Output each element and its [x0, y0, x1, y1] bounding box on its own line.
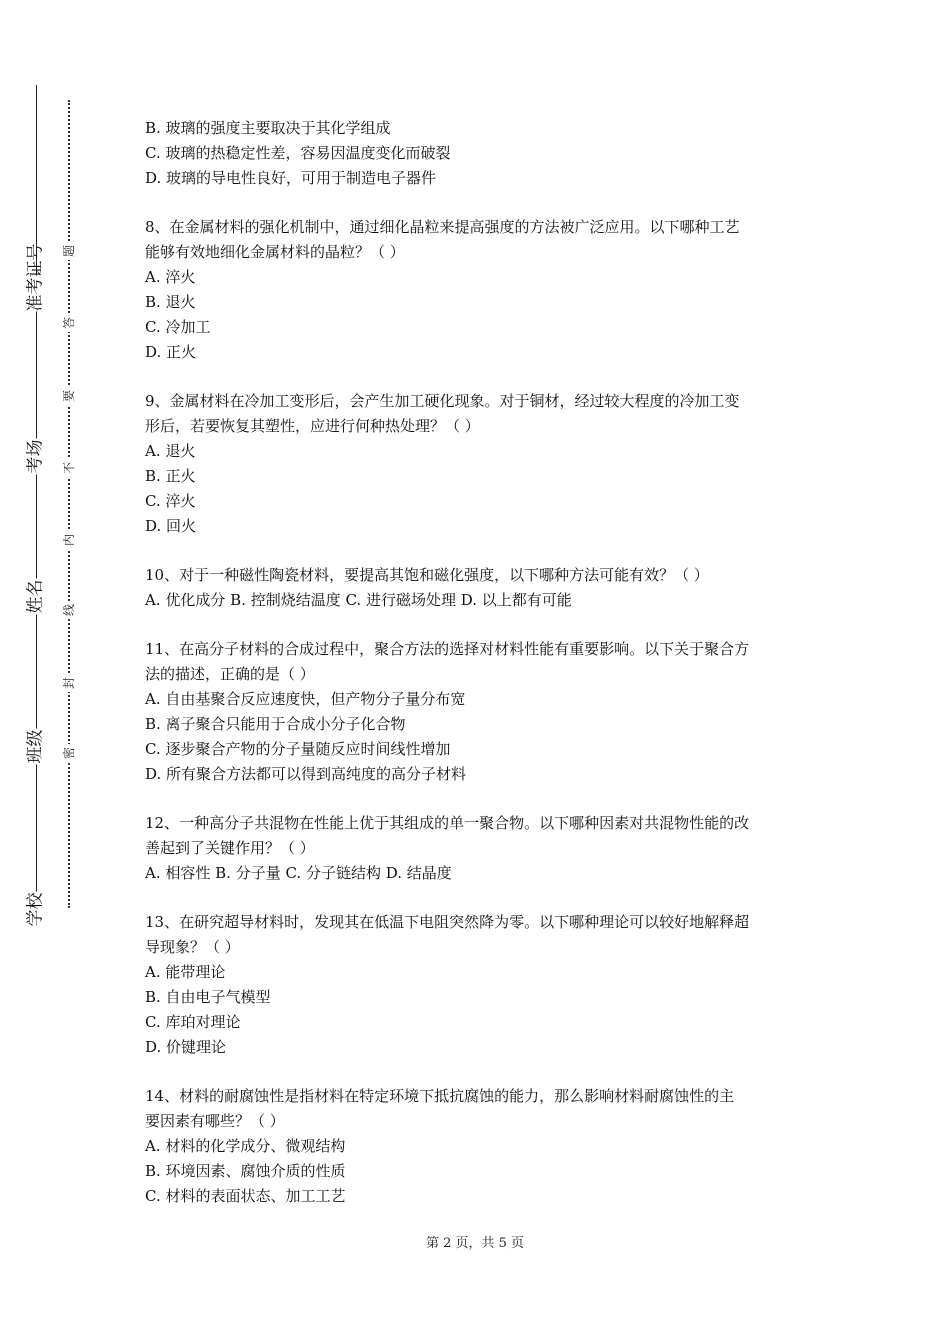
seal-char: 答: [61, 314, 77, 332]
question-text: 导现象？（ ）: [145, 938, 240, 956]
seal-char: 密: [61, 744, 77, 762]
question-text: 14、材料的耐腐蚀性是指材料在特定环境下抵抗腐蚀的能力，那么影响材料耐腐蚀性的主: [145, 1087, 735, 1105]
option-item: D. 正火: [145, 343, 197, 361]
question-13: [145, 910, 815, 1060]
option-item: A. 材料的化学成分、微观结构: [145, 1137, 346, 1155]
question-text: 能够有效地细化金属材料的晶粒？（ ）: [145, 243, 405, 261]
question-11: [145, 637, 815, 787]
question-text: 法的描述，正确的是（ ）: [145, 665, 315, 683]
option-item: C. 玻璃的热稳定性差，容易因温度变化而破裂: [145, 144, 451, 162]
option-item: C. 材料的表面状态、加工工艺: [145, 1187, 346, 1205]
option-item: A. 能带理论: [145, 963, 226, 981]
question-text: 善起到了关键作用？（ ）: [145, 839, 315, 857]
option-item: D. 玻璃的导电性良好，可用于制造电子器件: [145, 169, 437, 187]
option-item: B. 正火: [145, 467, 196, 485]
option-item: D. 所有聚合方法都可以得到高纯度的高分子材料: [145, 765, 467, 783]
question-7-remaining-options: [145, 116, 815, 191]
option-item: B. 退火: [145, 293, 196, 311]
seal-char: 不: [61, 459, 77, 477]
question-14: [145, 1084, 815, 1209]
question-text: 12、一种高分子共混物在性能上优于其组成的单一聚合物。以下哪种因素对共混物性能的改: [145, 814, 750, 832]
page-footer: 第 2 页，共 5 页: [425, 1236, 525, 1251]
option-item: A. 自由基聚合反应速度快，但产物分子量分布宽: [145, 690, 466, 708]
binding-margin: [0, 0, 110, 1344]
question-text: 形后，若要恢复其塑性，应进行何种热处理？（ ）: [145, 417, 480, 435]
option-item: D. 价键理论: [145, 1038, 227, 1056]
option-item: A. 退火: [145, 442, 196, 460]
question-9: [145, 389, 815, 539]
option-item: C. 逐步聚合产物的分子量随反应时间线性增加: [145, 740, 451, 758]
school-label: 学校: [25, 892, 46, 927]
option-item: C. 冷加工: [145, 318, 211, 336]
name-label: 姓名: [25, 579, 46, 614]
question-text: 9、金属材料在冷加工变形后，会产生加工硬化现象。对于铜材，经过较大程度的冷加工变: [145, 392, 740, 410]
seal-char: 封: [61, 674, 77, 692]
exam-room-label: 考场: [25, 439, 46, 474]
option-item: D. 回火: [145, 517, 197, 535]
seal-char: 内: [61, 531, 77, 549]
option-item: B. 玻璃的强度主要取决于其化学组成: [145, 119, 391, 137]
seal-dotted-line: [68, 100, 70, 908]
class-label: 班级: [25, 729, 46, 764]
option-item: C. 库珀对理论: [145, 1013, 241, 1031]
option-item: A. 优化成分 B. 控制烧结温度 C. 进行磁场处理 D. 以上都有可能: [145, 591, 572, 609]
question-text: 13、在研究超导材料时，发现其在低温下电阻突然降为零。以下哪种理论可以较好地解释超: [145, 913, 750, 931]
seal-char: 线: [61, 601, 77, 619]
option-item: A. 淬火: [145, 268, 196, 286]
option-item: A. 相容性 B. 分子量 C. 分子链结构 D. 结晶度: [145, 864, 452, 882]
option-item: B. 环境因素、腐蚀介质的性质: [145, 1162, 346, 1180]
question-10: [145, 563, 815, 613]
seal-char: 题: [61, 242, 77, 260]
question-12: [145, 811, 815, 886]
option-item: B. 自由电子气模型: [145, 988, 271, 1006]
seal-char: 要: [61, 387, 77, 405]
option-item: C. 淬火: [145, 492, 196, 510]
exam-id-label: 准考证号: [25, 243, 46, 312]
binding-solid-line: [36, 85, 37, 925]
question-text: 11、在高分子材料的合成过程中，聚合方法的选择对材料性能有重要影响。以下关于聚合方: [145, 640, 750, 658]
question-text: 8、在金属材料的强化机制中，通过细化晶粒来提高强度的方法被广泛应用。以下哪种工艺: [145, 218, 740, 236]
question-8: [145, 215, 815, 365]
exam-content: [145, 116, 815, 1209]
option-item: B. 离子聚合只能用于合成小分子化合物: [145, 715, 406, 733]
question-text: 10、对于一种磁性陶瓷材料，要提高其饱和磁化强度，以下哪种方法可能有效？（ ）: [145, 566, 709, 584]
question-text: 要因素有哪些？（ ）: [145, 1112, 285, 1130]
